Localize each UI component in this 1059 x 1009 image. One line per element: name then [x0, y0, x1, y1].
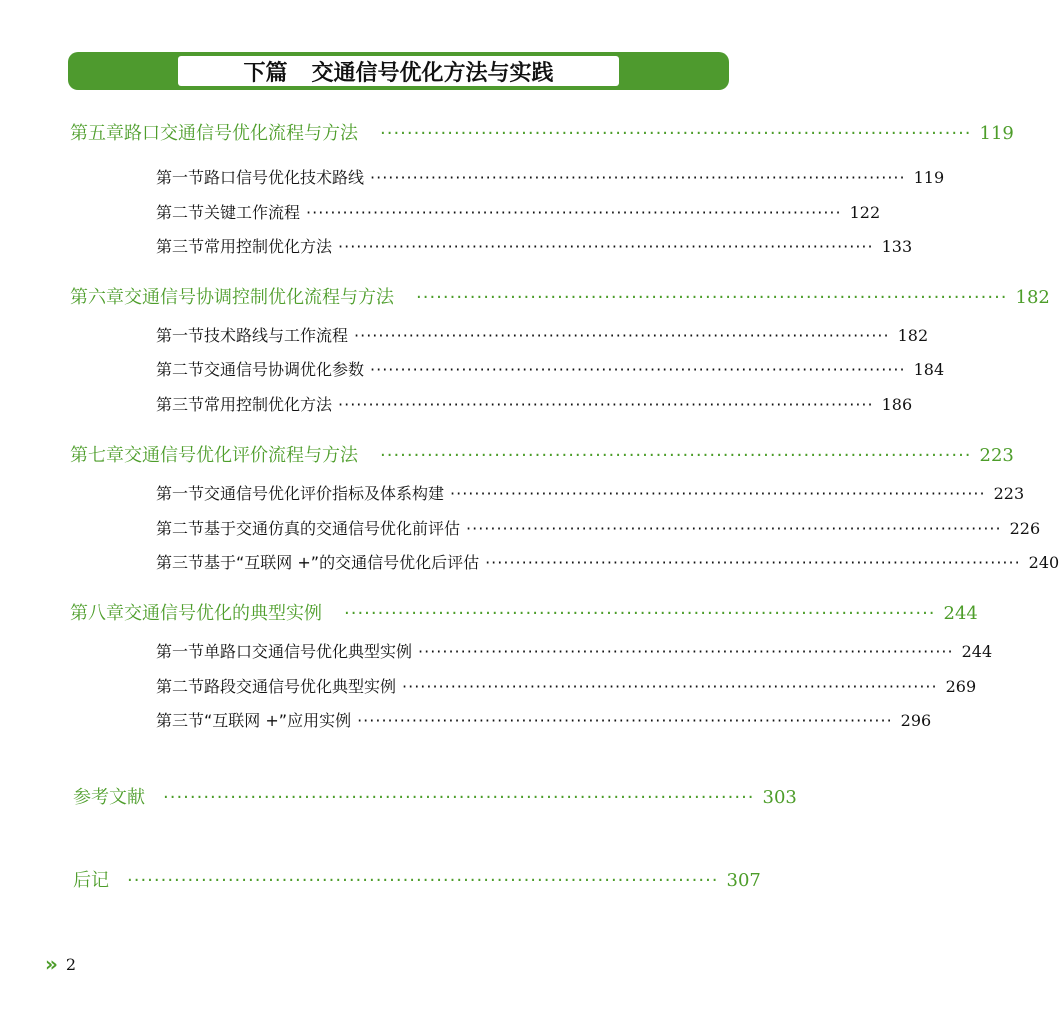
section-title: 常用控制优化方法 [204, 237, 333, 256]
chapter-number: 第八章 [70, 603, 124, 624]
section-page: 240 [1028, 553, 1059, 572]
leader-dots: ························································································ [370, 168, 906, 187]
section-page: 133 [881, 237, 913, 256]
section-title: 交通信号优化评价指标及体系构建 [204, 484, 445, 503]
leader-dots: ························································································ [306, 203, 842, 222]
section-page: 269 [945, 677, 977, 696]
section-number: 第二节 [156, 677, 205, 696]
section-title: 单路口交通信号优化典型实例 [204, 642, 413, 661]
leader-dots: ························································································ [338, 395, 874, 414]
part-title: 交通信号优化方法与实践 [311, 60, 554, 86]
section-number: 第一节 [156, 484, 205, 503]
references-page: 303 [762, 787, 797, 808]
page-number: 2 [65, 954, 77, 974]
part-label: 下篇 [243, 60, 288, 86]
toc-section-row[interactable] [156, 550, 1059, 573]
toc-section-row[interactable] [156, 639, 993, 662]
toc-chapter-row[interactable] [70, 441, 1014, 467]
chapter-title: 路口交通信号优化流程与方法 [124, 123, 358, 144]
leader-dots: ························································································ [338, 237, 874, 256]
leader-dots: ························································································ [416, 287, 1008, 308]
leader-dots: ························································································ [163, 787, 755, 808]
leader-dots: ························································································ [450, 484, 986, 503]
leader-dots: ························································································ [485, 553, 1021, 572]
toc-section-row[interactable] [156, 165, 945, 188]
toc-chapter-row[interactable] [70, 119, 1014, 145]
section-title: 常用控制优化方法 [204, 395, 333, 414]
leader-dots: ························································································ [344, 603, 936, 624]
chapter-number: 第七章 [70, 445, 124, 466]
leader-dots: ························································································ [418, 642, 954, 661]
double-chevron-right-icon: » [45, 952, 54, 976]
chapter-page: 119 [979, 123, 1014, 144]
toc-section-row[interactable] [156, 234, 913, 257]
toc-afterword-row[interactable] [73, 866, 761, 892]
toc-section-row[interactable] [156, 516, 1041, 539]
toc-section-row[interactable] [156, 674, 977, 697]
toc-chapter-row[interactable] [70, 283, 1050, 309]
section-title: 关键工作流程 [204, 203, 301, 222]
chapter-title: 交通信号优化的典型实例 [124, 603, 322, 624]
leader-dots: ························································································ [380, 123, 972, 144]
chapter-page: 244 [943, 603, 978, 624]
section-number: 第二节 [156, 519, 205, 538]
toc-chapter-row[interactable] [70, 599, 978, 625]
leader-dots: ························································································ [380, 445, 972, 466]
afterword-page: 307 [726, 870, 761, 891]
section-title: “互联网 +”应用实例 [204, 711, 352, 730]
section-title: 路段交通信号优化典型实例 [204, 677, 397, 696]
section-title: 基于“互联网 +”的交通信号优化后评估 [204, 553, 480, 572]
part-banner [68, 52, 729, 90]
chapter-page: 182 [1015, 287, 1050, 308]
leader-dots: ························································································ [370, 360, 906, 379]
chapter-page: 223 [979, 445, 1014, 466]
leader-dots: ························································································ [402, 677, 938, 696]
toc-section-row[interactable] [156, 481, 1025, 504]
section-page: 122 [849, 203, 881, 222]
chapter-title: 交通信号协调控制优化流程与方法 [124, 287, 394, 308]
page-footer [45, 952, 76, 976]
toc-section-row[interactable] [156, 708, 932, 731]
leader-dots: ························································································ [354, 326, 890, 345]
section-page: 244 [961, 642, 993, 661]
leader-dots: ························································································ [466, 519, 1002, 538]
section-number: 第三节 [156, 395, 205, 414]
toc-section-row[interactable] [156, 200, 881, 223]
leader-dots: ························································································ [357, 711, 893, 730]
section-page: 182 [897, 326, 929, 345]
section-title: 技术路线与工作流程 [204, 326, 349, 345]
section-number: 第二节 [156, 203, 205, 222]
toc-references-row[interactable] [73, 783, 797, 809]
section-number: 第二节 [156, 360, 205, 379]
section-number: 第一节 [156, 168, 205, 187]
toc-section-row[interactable] [156, 357, 945, 380]
section-number: 第一节 [156, 326, 205, 345]
section-number: 第三节 [156, 553, 205, 572]
part-banner-label [178, 56, 619, 86]
section-title: 路口信号优化技术路线 [204, 168, 365, 187]
toc-section-row[interactable] [156, 323, 929, 346]
chapter-number: 第五章 [70, 123, 124, 144]
section-page: 119 [913, 168, 945, 187]
section-number: 第三节 [156, 237, 205, 256]
section-page: 226 [1009, 519, 1041, 538]
chapter-number: 第六章 [70, 287, 124, 308]
section-page: 186 [881, 395, 913, 414]
toc-section-row[interactable] [156, 392, 913, 415]
section-number: 第一节 [156, 642, 205, 661]
chapter-title: 交通信号优化评价流程与方法 [124, 445, 358, 466]
section-title: 基于交通仿真的交通信号优化前评估 [204, 519, 461, 538]
section-title: 交通信号协调优化参数 [204, 360, 365, 379]
leader-dots: ························································································ [127, 870, 719, 891]
section-page: 296 [900, 711, 932, 730]
references-title: 参考文献 [73, 787, 145, 808]
afterword-title: 后记 [73, 870, 109, 891]
section-number: 第三节 [156, 711, 205, 730]
section-page: 223 [993, 484, 1025, 503]
section-page: 184 [913, 360, 945, 379]
